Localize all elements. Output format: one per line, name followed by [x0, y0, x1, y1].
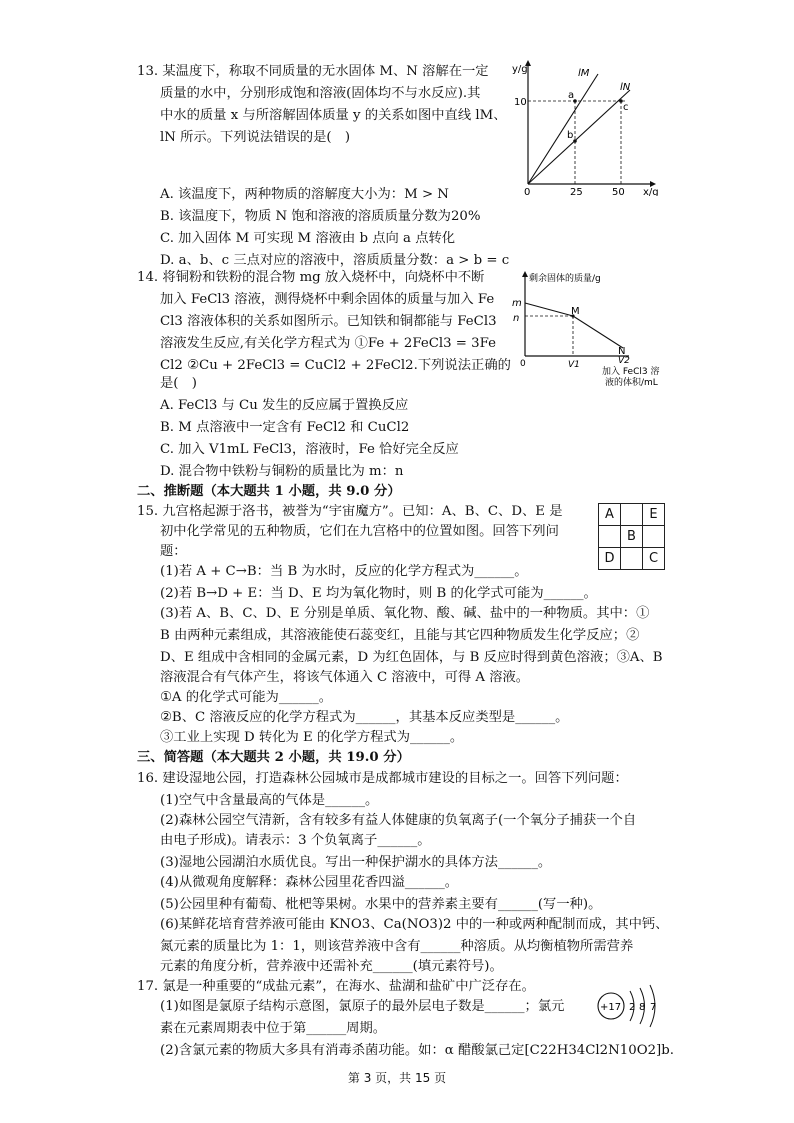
grid-cell-6 — [643, 526, 665, 548]
section-2-heading: 二、推断题（本大题共 1 小题，共 9.0 分） — [137, 484, 401, 499]
q15-line-7: B 由两种元素组成，其溶液能使石蕊变红，且能与其它四种物质发生化学反应；② — [160, 628, 640, 643]
q13-option-b: B. 该温度下，物质 N 饱和溶液的溶质质量分数为20% — [160, 209, 481, 224]
q15-line-8: D、E 组成中含相同的金属元素，D 为红色固体，与 B 反应时得到黄色溶液；③A、B — [160, 650, 663, 665]
q13-option-c: C. 加入固体 M 可实现 M 溶液由 b 点向 a 点转化 — [160, 231, 456, 246]
q16-line-7: (5)公园里种有葡萄、枇杷等果树。水果中的营养素主要有______(写一种)。 — [160, 897, 602, 912]
q14-y-label: 剩余固体的质量/g — [529, 274, 601, 284]
q16-line-4: 由电子形成)。请表示：3 个负氧离子______。 — [160, 833, 431, 848]
grid-cell-9: C — [643, 548, 665, 570]
grid-cell-2 — [621, 504, 643, 526]
q13-y-tick-10: 10 — [514, 97, 527, 108]
q14-line-1: 14. 将铜粉和铁粉的混合物 mg 放入烧杯中，向烧杯中不断 — [137, 270, 485, 285]
q15-line-4: (1)若 A + C→B：当 B 为水时，反应的化学方程式为______。 — [160, 564, 528, 579]
q14-x-label-2: 液的体积/mL — [605, 378, 658, 388]
q14-x-label-1: 加入 FeCl3 溶 — [602, 367, 660, 377]
q16-line-5: (3)湿地公园湖泊水质优良。写出一种保护湖水的具体方法______。 — [160, 855, 552, 870]
q13-label-lm: lM — [578, 68, 590, 79]
chlorine-atom-diagram — [594, 983, 664, 1029]
grid-cell-7: D — [599, 548, 621, 570]
q15-line-12: ③工业上实现 D 转化为 E 的化学方程式为______。 — [160, 730, 464, 745]
q16-line-1: 16. 建设湿地公园，打造森林公园城市是成都城市建设的目标之一。回答下列问题： — [137, 771, 628, 786]
q15-line-10: ①A 的化学式可能为______。 — [160, 690, 333, 705]
q13-label-c: c — [623, 102, 629, 113]
page-footer: 第 3 页，共 15 页 — [347, 1071, 447, 1085]
q14-line-5: Cl2 ②Cu + 2FeCl3 = CuCl2 + 2FeCl2.下列说法正确的 — [160, 358, 511, 373]
nine-grid — [598, 503, 665, 570]
q13-solubility-graph — [510, 58, 660, 196]
q17-line-3: 素在元素周期表中位于第______周期。 — [160, 1021, 387, 1036]
q13-label-ln: lN — [620, 82, 631, 93]
q14-option-b: B. M 点溶液中一定含有 FeCl2 和 CuCl2 — [160, 420, 410, 435]
q16-line-2: (1)空气中含量最高的气体是______。 — [160, 793, 379, 808]
q17-line-4: (2)含氯元素的物质大多具有消毒杀菌功能。如：α 醋酸氯己定[C22H34Cl2N10O2]b. — [160, 1043, 674, 1058]
q15-line-11: ②B、C 溶液反应的化学方程式为______，其基本反应类型是______。 — [160, 710, 569, 725]
q14-y-tick-n: n — [513, 313, 520, 324]
q13-line-4: lN 所示。下列说法错误的是( ) — [160, 130, 351, 145]
q16-line-8: (6)某鲜花培育营养液可能由 KNO3、Ca(NO3)2 中的一种或两种配制而成，其中钙、 — [160, 917, 669, 932]
q14-line-6: 是( ) — [160, 376, 197, 391]
q13-line-3: 中水的质量 x 与所溶解固体质量 y 的关系如图中直线 lM、 — [160, 108, 507, 123]
q14-segment-2 — [573, 316, 623, 348]
grid-cell-4 — [599, 526, 621, 548]
shell-1-electrons: 2 — [629, 1002, 636, 1013]
q13-option-d: D. a、b、c 三点对应的溶液中，溶质质量分数：a > b = c — [160, 253, 510, 268]
q14-line-2: 加入 FeCl3 溶液，测得烧杯中剩余固体的质量与加入 Fe — [160, 292, 495, 307]
q15-line-2: 初中化学常见的五种物质，它们在九宫格中的位置如图。回答下列问 — [160, 524, 559, 539]
q13-y-label: y/g — [512, 64, 528, 75]
q13-option-a: A. 该温度下，两种物质的溶解度大小为：M > N — [160, 187, 449, 202]
q14-segment-1 — [525, 303, 573, 316]
q13-origin: 0 — [524, 187, 531, 196]
grid-cell-1: A — [599, 504, 621, 526]
q14-mass-graph — [505, 270, 670, 390]
grid-cell-5: B — [621, 526, 643, 548]
q14-y-arrow — [522, 271, 528, 277]
q17-line-2: (1)如图是氯原子结构示意图，氯原子的最外层电子数是______；氯元 — [160, 999, 565, 1014]
grid-cell-3: E — [643, 504, 665, 526]
q14-y-tick-m: m — [512, 298, 522, 309]
nucleus-charge: +17 — [600, 1002, 622, 1013]
q15-line-5: (2)若 B→D + E：当 D、E 均为氧化物时，则 B 的化学式可能为______。 — [160, 586, 597, 601]
grid-cell-8 — [621, 548, 643, 570]
q16-line-10: 元素的角度分析，营养液中还需补充______(填元素符号)。 — [160, 959, 503, 974]
q16-line-6: (4)从微观角度解释：森林公园里花香四溢______。 — [160, 875, 459, 890]
q13-label-a: a — [568, 90, 575, 101]
q14-option-d: D. 混合物中铁粉与铜粉的质量比为 m：n — [160, 464, 404, 479]
q14-origin: 0 — [520, 359, 526, 369]
q14-line-3: Cl3 溶液体积的关系如图所示。已知铁和铜都能与 FeCl3 — [160, 314, 497, 329]
q16-line-3: (2)森林公园空气清新，含有较多有益人体健康的负氧离子(一个氧分子捕获一个自 — [160, 813, 637, 828]
q13-x-label: x/g — [643, 187, 659, 196]
q15-line-3: 题： — [160, 544, 187, 559]
q16-line-9: 氮元素的质量比为 1：1，则该营养液中含有______种溶质。从均衡植物所需营养 — [160, 939, 634, 954]
q14-line-4: 溶液发生反应,有关化学方程式为 ①Fe + 2FeCl3 = 3Fe — [160, 336, 497, 351]
q13-x-tick-25: 25 — [570, 187, 583, 196]
q13-x-tick-50: 50 — [612, 187, 625, 196]
q15-line-1: 15. 九宫格起源于洛书，被誉为“宇宙魔方”。已知：A、B、C、D、E 是 — [137, 504, 563, 519]
q14-x-tick-v1: V1 — [568, 360, 580, 370]
q14-option-a: A. FeCl3 与 Cu 发生的反应属于置换反应 — [160, 398, 409, 413]
q13-line-1: 13. 某温度下，称取不同质量的无水固体 M、N 溶解在一定 — [137, 64, 489, 79]
q13-line-2: 质量的水中，分别形成饱和溶液(固体均不与水反应).其 — [160, 86, 481, 101]
q13-label-b: b — [567, 130, 574, 141]
q17-line-1: 17. 氯是一种重要的“成盐元素”，在海水、盐湖和盐矿中广泛存在。 — [137, 979, 535, 994]
q15-line-9: 溶液混合有气体产生，将该气体通入 C 溶液中，可得 A 溶液。 — [160, 670, 530, 685]
q14-label-m: M — [571, 306, 580, 317]
shell-3-electrons: 7 — [650, 1002, 657, 1013]
q13-point-b — [573, 139, 577, 143]
shell-2-electrons: 8 — [639, 1002, 646, 1013]
q14-label-n: N — [618, 346, 626, 357]
section-3-heading: 三、简答题（本大题共 2 小题，共 19.0 分） — [137, 750, 410, 765]
q15-line-6: (3)若 A、B、C、D、E 分别是单质、氧化物、酸、碱、盐中的一种物质。其中：① — [160, 606, 650, 621]
q14-option-c: C. 加入 V1mL FeCl3，溶液时，Fe 恰好完全反应 — [160, 442, 459, 457]
q14-x-tick-v2: V2 — [618, 356, 630, 366]
